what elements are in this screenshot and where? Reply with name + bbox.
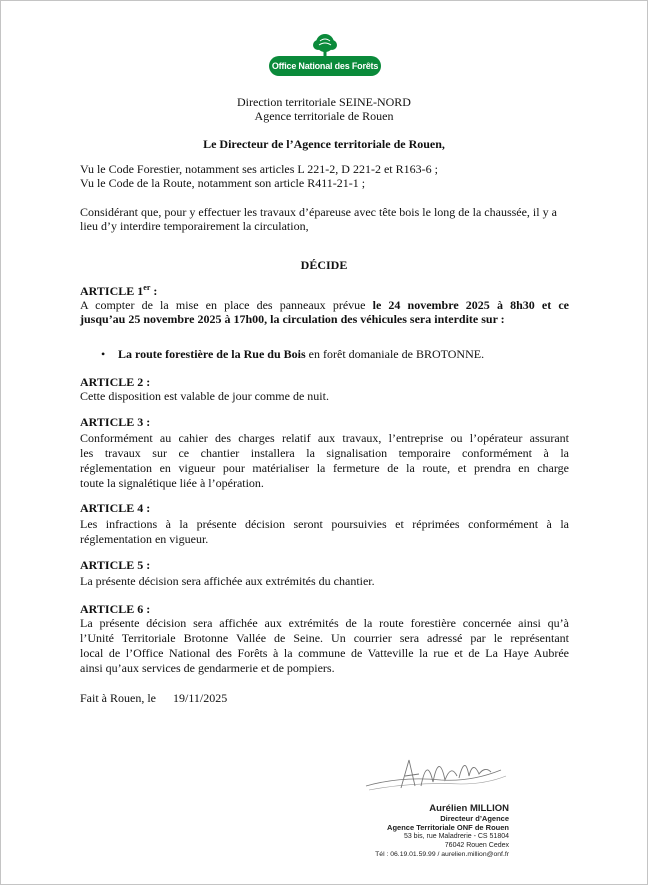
- vu-line-1: Vu le Code Forestier, notamment ses articles L 221-2, D 221-2 et R163-6 ;: [80, 162, 438, 176]
- bullet-dot: •: [101, 347, 106, 361]
- signatory-role: Directeur d’Agence: [440, 814, 509, 823]
- article-1-line-2: jusqu’au 25 novembre 2025 à 17h00, la circulation des véhicules sera interdite sur :: [80, 312, 505, 326]
- fait-label: Fait à Rouen, le: [80, 691, 156, 705]
- article-5-title: ARTICLE 5 :: [80, 558, 151, 572]
- article-3-line-1: Conformément au cahier des charges relatif aux travaux, l’entreprise ou l’opérateur assurant: [80, 431, 569, 445]
- signatory-agency: Agence Territoriale ONF de Rouen: [387, 823, 509, 832]
- article-5-line-1: La présente décision sera affichée aux extrémités du chantier.: [80, 574, 375, 588]
- article-1-title: [80, 284, 157, 298]
- article-6-line-3: local de l’Office National des Forêts à la commune de Vatteville la rue et de La Haye Aubrée: [80, 646, 569, 660]
- article-6-line-1: La présente décision sera affichée aux extrémités de la route forestière concernée ainsi qu’à: [80, 616, 569, 630]
- onf-logo: [269, 33, 381, 77]
- bullet-item-bold: La route forestière de la Rue du Bois: [118, 347, 306, 361]
- fait-date: 19/11/2025: [173, 691, 228, 705]
- signatory-contact: Tél : 06.19.01.59.99 / aurelien.million@onf.fr: [375, 851, 509, 858]
- bullet-item: [118, 347, 484, 361]
- logo-text: Office National des Forêts: [269, 56, 381, 76]
- signatory-name: Aurélien MILLION: [429, 803, 509, 814]
- article-6-line-2: l’Unité Territoriale Brotonne Vallée de Seine. Un courrier sera adressé par le représentant: [80, 631, 569, 645]
- director-heading: Le Directeur de l’Agence territoriale de Rouen,: [203, 137, 445, 151]
- article-1-title-suffix: :: [150, 284, 158, 298]
- article-1-title-sup: er: [143, 283, 151, 292]
- article-3-line-4: toute la signalétique liée à l’opération.: [80, 476, 264, 490]
- considerant-line-2: lieu d’y interdire temporairement la circulation,: [80, 219, 309, 233]
- article-4-line-1: Les infractions à la présente décision seront poursuivies et réprimées conformément à la: [80, 517, 569, 531]
- article-2-title: ARTICLE 2 :: [80, 375, 151, 389]
- handwritten-signature: [361, 746, 511, 801]
- direction-line: Direction territoriale SEINE-NORD: [237, 95, 411, 109]
- article-1-line-1-b: le 24 novembre 2025 à 8h30 et ce: [372, 298, 570, 312]
- article-1-line-1: [80, 298, 569, 312]
- article-3-line-3: réglementation en vigueur pour matérialiser la fermeture de la route, et prendra en charge: [80, 461, 569, 475]
- agence-line: Agence territoriale de Rouen: [254, 109, 394, 123]
- article-6-line-4: ainsi qu’aux services de gendarmerie et de pompiers.: [80, 661, 335, 675]
- article-4-title: ARTICLE 4 :: [80, 501, 151, 515]
- signatory-address-2: 76042 Rouen Cedex: [444, 842, 509, 849]
- vu-line-2: Vu le Code de la Route, notamment son article R411-21-1 ;: [80, 176, 366, 190]
- article-6-title: ARTICLE 6 :: [80, 602, 151, 616]
- considerant-line-1: Considérant que, pour y effectuer les travaux d’épareuse avec tête bois le long de la chaussée, il y a: [80, 205, 557, 219]
- article-3-line-2: les travaux sur ce chantier installera la signalisation temporaire conformément à la: [80, 446, 569, 460]
- article-2-line-1: Cette disposition est valable de jour comme de nuit.: [80, 389, 329, 403]
- decide-heading: DÉCIDE: [300, 258, 348, 272]
- signatory-address-1: 53 bis, rue Maladrerie - CS 51804: [403, 833, 509, 840]
- article-1-line-1-a: A compter de la mise en place des panneaux prévue: [80, 298, 373, 312]
- article-1-title-text: ARTICLE 1: [80, 284, 144, 298]
- article-4-line-2: réglementation en vigueur.: [80, 532, 209, 546]
- bullet-item-rest: en forêt domaniale de BROTONNE.: [305, 347, 485, 361]
- article-3-title: ARTICLE 3 :: [80, 415, 151, 429]
